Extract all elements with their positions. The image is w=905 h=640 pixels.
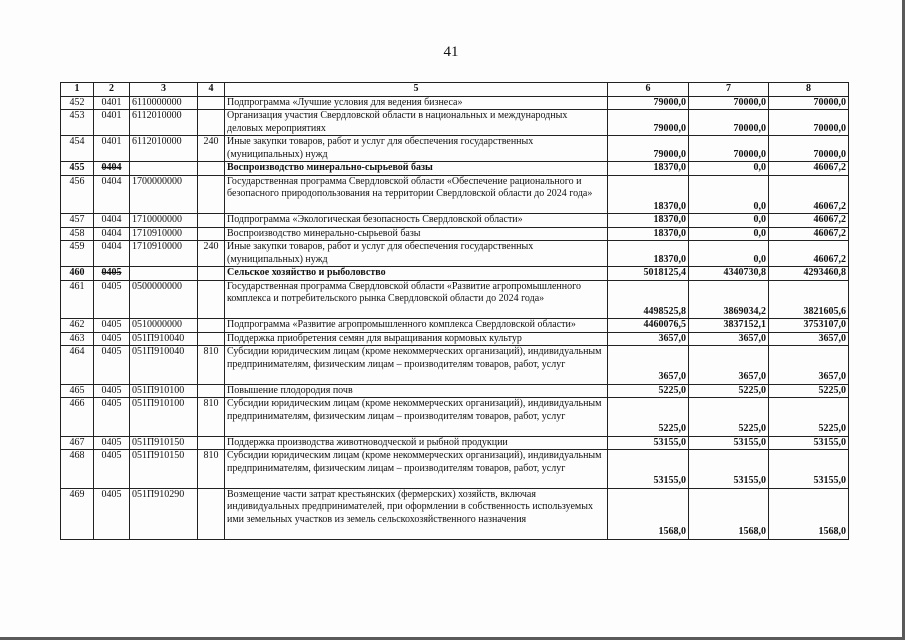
amount-col7-cell: 5225,0 <box>689 384 769 398</box>
amount-col6-cell: 4460076,5 <box>608 319 689 333</box>
amount-col8-cell: 4293460,8 <box>769 267 849 281</box>
section-code-cell: 0401 <box>94 110 130 136</box>
item-name-cell: Подпрограмма «Развитие агропромышленного комплекса Свердловской области» <box>225 319 608 333</box>
amount-col6-cell: 18370,0 <box>608 214 689 228</box>
target-article-code-cell: 0500000000 <box>130 280 198 319</box>
target-article-code-cell: 051П910290 <box>130 488 198 539</box>
target-article-code-cell: 1710910000 <box>130 227 198 241</box>
row-number-cell: 468 <box>61 450 94 489</box>
table-row <box>61 227 849 241</box>
expense-type-code-cell: 810 <box>198 450 225 489</box>
item-name-cell: Подпрограмма «Лучшие условия для ведения бизнеса» <box>225 96 608 110</box>
item-name-cell: Организация участия Свердловской области в национальных и международных деловых мероприятиях <box>225 110 608 136</box>
row-number-cell: 464 <box>61 346 94 385</box>
expense-type-code-cell: 240 <box>198 241 225 267</box>
target-article-code-cell: 051П910150 <box>130 450 198 489</box>
amount-col7-cell: 70000,0 <box>689 96 769 110</box>
target-article-code-cell <box>130 162 198 176</box>
item-name-cell: Возмещение части затрат крестьянских (фермерских) хозяйств, включая индивидуальных предпринимателей, при оформлении в собственность используемых ими земельных участков из земель сельскохозяйственного назначения <box>225 488 608 539</box>
amount-col7-cell: 0,0 <box>689 227 769 241</box>
row-number-cell: 454 <box>61 136 94 162</box>
section-code-cell: 0404 <box>94 162 130 176</box>
section-code-cell: 0405 <box>94 384 130 398</box>
target-article-code-cell: 1700000000 <box>130 175 198 214</box>
table-row <box>61 332 849 346</box>
row-number-cell: 462 <box>61 319 94 333</box>
table-row <box>61 450 849 489</box>
expense-type-code-cell <box>198 175 225 214</box>
amount-col8-cell: 70000,0 <box>769 96 849 110</box>
item-name-cell: Повышение плодородия почв <box>225 384 608 398</box>
target-article-code-cell: 051П910100 <box>130 398 198 437</box>
section-code-cell: 0405 <box>94 332 130 346</box>
amount-col8-cell: 1568,0 <box>769 488 849 539</box>
amount-col6-cell: 79000,0 <box>608 96 689 110</box>
expense-type-code-cell <box>198 332 225 346</box>
amount-col8-cell: 46067,2 <box>769 241 849 267</box>
expense-type-code-cell: 810 <box>198 398 225 437</box>
expense-type-code-cell <box>198 267 225 281</box>
item-name-cell: Воспроизводство минерально-сырьевой базы <box>225 162 608 176</box>
table-row <box>61 241 849 267</box>
page-number: 41 <box>443 44 459 60</box>
expense-type-code-cell <box>198 319 225 333</box>
expense-type-code-cell <box>198 162 225 176</box>
amount-col8-cell: 70000,0 <box>769 136 849 162</box>
amount-col8-cell: 5225,0 <box>769 398 849 437</box>
amount-col6-cell: 1568,0 <box>608 488 689 539</box>
table-row <box>61 398 849 437</box>
table-row <box>61 319 849 333</box>
amount-col6-cell: 5225,0 <box>608 398 689 437</box>
header-cell: 2 <box>94 83 130 97</box>
amount-col7-cell: 70000,0 <box>689 110 769 136</box>
table-row <box>61 280 849 319</box>
row-number-cell: 453 <box>61 110 94 136</box>
target-article-code-cell: 6112010000 <box>130 110 198 136</box>
section-code-cell: 0405 <box>94 436 130 450</box>
section-code-cell: 0405 <box>94 346 130 385</box>
row-number-cell: 461 <box>61 280 94 319</box>
row-number-cell: 452 <box>61 96 94 110</box>
expense-type-code-cell <box>198 214 225 228</box>
row-number-cell: 458 <box>61 227 94 241</box>
row-number-cell: 459 <box>61 241 94 267</box>
amount-col7-cell: 0,0 <box>689 175 769 214</box>
amount-col7-cell: 3869034,2 <box>689 280 769 319</box>
amount-col8-cell: 46067,2 <box>769 214 849 228</box>
row-number-cell: 456 <box>61 175 94 214</box>
amount-col8-cell: 3657,0 <box>769 346 849 385</box>
amount-col8-cell: 3657,0 <box>769 332 849 346</box>
item-name-cell: Подпрограмма «Экологическая безопасность Свердловской области» <box>225 214 608 228</box>
table-row <box>61 346 849 385</box>
amount-col8-cell: 53155,0 <box>769 450 849 489</box>
item-name-cell: Поддержка производства животноводческой и рыбной продукции <box>225 436 608 450</box>
amount-col7-cell: 53155,0 <box>689 436 769 450</box>
item-name-cell: Иные закупки товаров, работ и услуг для обеспечения государственных (муниципальных) нужд <box>225 241 608 267</box>
table-row <box>61 436 849 450</box>
amount-col6-cell: 18370,0 <box>608 175 689 214</box>
row-number-cell: 455 <box>61 162 94 176</box>
item-name-cell: Воспроизводство минерально-сырьевой базы <box>225 227 608 241</box>
amount-col6-cell: 3657,0 <box>608 332 689 346</box>
target-article-code-cell: 051П910150 <box>130 436 198 450</box>
expense-type-code-cell: 810 <box>198 346 225 385</box>
item-name-cell: Поддержка приобретения семян для выращивания кормовых культур <box>225 332 608 346</box>
target-article-code-cell: 051П910040 <box>130 332 198 346</box>
row-number-cell: 467 <box>61 436 94 450</box>
amount-col6-cell: 18370,0 <box>608 227 689 241</box>
amount-col6-cell: 79000,0 <box>608 136 689 162</box>
target-article-code-cell <box>130 267 198 281</box>
item-name-cell: Государственная программа Свердловской области «Обеспечение рационального и безопасного природопользования на территории Свердловской области до 2024 года» <box>225 175 608 214</box>
section-code-cell: 0401 <box>94 136 130 162</box>
amount-col7-cell: 5225,0 <box>689 398 769 437</box>
row-number-cell: 465 <box>61 384 94 398</box>
row-number-cell: 460 <box>61 267 94 281</box>
table-row <box>61 110 849 136</box>
amount-col7-cell: 3657,0 <box>689 346 769 385</box>
expense-type-code-cell: 240 <box>198 136 225 162</box>
section-code-cell: 0405 <box>94 280 130 319</box>
table-row <box>61 267 849 281</box>
header-cell: 7 <box>689 83 769 97</box>
amount-col8-cell: 53155,0 <box>769 436 849 450</box>
expense-type-code-cell <box>198 96 225 110</box>
amount-col8-cell: 46067,2 <box>769 227 849 241</box>
section-code-cell: 0404 <box>94 241 130 267</box>
target-article-code-cell: 6110000000 <box>130 96 198 110</box>
item-name-cell: Субсидии юридическим лицам (кроме некоммерческих организаций), индивидуальным предпринимателям, физическим лицам – производителям товаров, работ, услуг <box>225 450 608 489</box>
amount-col6-cell: 3657,0 <box>608 346 689 385</box>
row-number-cell: 457 <box>61 214 94 228</box>
amount-col8-cell: 46067,2 <box>769 175 849 214</box>
table-header-row <box>61 83 849 97</box>
header-cell: 6 <box>608 83 689 97</box>
amount-col7-cell: 70000,0 <box>689 136 769 162</box>
table-row <box>61 175 849 214</box>
header-cell: 4 <box>198 83 225 97</box>
item-name-cell: Иные закупки товаров, работ и услуг для обеспечения государственных (муниципальных) нужд <box>225 136 608 162</box>
target-article-code-cell: 1710910000 <box>130 241 198 267</box>
table-row <box>61 384 849 398</box>
item-name-cell: Субсидии юридическим лицам (кроме некоммерческих организаций), индивидуальным предпринимателям, физическим лицам – производителям товаров, работ, услуг <box>225 398 608 437</box>
section-code-cell: 0405 <box>94 398 130 437</box>
amount-col6-cell: 79000,0 <box>608 110 689 136</box>
expense-type-code-cell <box>198 488 225 539</box>
amount-col7-cell: 3657,0 <box>689 332 769 346</box>
amount-col8-cell: 70000,0 <box>769 110 849 136</box>
expense-type-code-cell <box>198 227 225 241</box>
target-article-code-cell: 6112010000 <box>130 136 198 162</box>
table-row <box>61 214 849 228</box>
section-code-cell: 0404 <box>94 214 130 228</box>
amount-col7-cell: 4340730,8 <box>689 267 769 281</box>
row-number-cell: 466 <box>61 398 94 437</box>
header-cell: 1 <box>61 83 94 97</box>
amount-col6-cell: 18370,0 <box>608 162 689 176</box>
target-article-code-cell: 051П910100 <box>130 384 198 398</box>
expense-type-code-cell <box>198 110 225 136</box>
budget-table <box>60 82 849 540</box>
item-name-cell: Сельское хозяйство и рыболовство <box>225 267 608 281</box>
amount-col7-cell: 53155,0 <box>689 450 769 489</box>
amount-col8-cell: 3821605,6 <box>769 280 849 319</box>
row-number-cell: 463 <box>61 332 94 346</box>
amount-col6-cell: 53155,0 <box>608 436 689 450</box>
section-code-cell: 0401 <box>94 96 130 110</box>
table-row <box>61 488 849 539</box>
item-name-cell: Государственная программа Свердловской области «Развитие агропромышленного комплекса и потребительского рынка Свердловской области до 2024 года» <box>225 280 608 319</box>
amount-col7-cell: 3837152,1 <box>689 319 769 333</box>
header-cell: 8 <box>769 83 849 97</box>
amount-col8-cell: 3753107,0 <box>769 319 849 333</box>
target-article-code-cell: 051П910040 <box>130 346 198 385</box>
amount-col7-cell: 0,0 <box>689 162 769 176</box>
amount-col8-cell: 5225,0 <box>769 384 849 398</box>
amount-col6-cell: 5018125,4 <box>608 267 689 281</box>
amount-col7-cell: 0,0 <box>689 241 769 267</box>
row-number-cell: 469 <box>61 488 94 539</box>
header-cell: 5 <box>225 83 608 97</box>
amount-col7-cell: 0,0 <box>689 214 769 228</box>
amount-col6-cell: 18370,0 <box>608 241 689 267</box>
item-name-cell: Субсидии юридическим лицам (кроме некоммерческих организаций), индивидуальным предпринимателям, физическим лицам – производителям товаров, работ, услуг <box>225 346 608 385</box>
section-code-cell: 0405 <box>94 488 130 539</box>
section-code-cell: 0404 <box>94 227 130 241</box>
amount-col7-cell: 1568,0 <box>689 488 769 539</box>
table-row <box>61 162 849 176</box>
amount-col6-cell: 53155,0 <box>608 450 689 489</box>
table-row <box>61 96 849 110</box>
amount-col8-cell: 46067,2 <box>769 162 849 176</box>
expense-type-code-cell <box>198 384 225 398</box>
section-code-cell: 0405 <box>94 450 130 489</box>
section-code-cell: 0404 <box>94 175 130 214</box>
target-article-code-cell: 0510000000 <box>130 319 198 333</box>
expense-type-code-cell <box>198 280 225 319</box>
section-code-cell: 0405 <box>94 319 130 333</box>
header-cell: 3 <box>130 83 198 97</box>
amount-col6-cell: 5225,0 <box>608 384 689 398</box>
expense-type-code-cell <box>198 436 225 450</box>
target-article-code-cell: 1710000000 <box>130 214 198 228</box>
section-code-cell: 0405 <box>94 267 130 281</box>
amount-col6-cell: 4498525,8 <box>608 280 689 319</box>
table-row <box>61 136 849 162</box>
